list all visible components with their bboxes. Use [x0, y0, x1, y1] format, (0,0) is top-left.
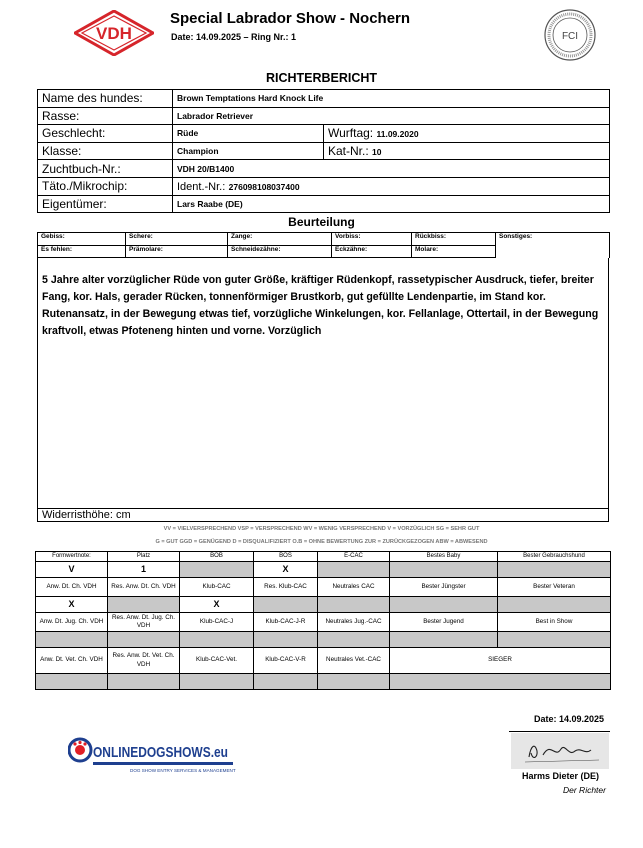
chip-row — [38, 177, 610, 195]
owner-label: Eigentümer: — [38, 195, 173, 213]
mark-row4-c4 — [254, 674, 318, 690]
mark-row4-c2 — [108, 674, 180, 690]
fault-rueckbiss: Rückbiss: — [412, 233, 496, 246]
faults-table — [37, 232, 610, 258]
results-label-row-3 — [36, 648, 611, 674]
onlinedogshows-logo — [68, 733, 248, 775]
mark-res-klub-cac — [254, 597, 318, 613]
ods-tagline: DOG SHOW ENTRY SERVICES & MANAGEMENT — [130, 768, 236, 773]
hdr-platz: Platz — [108, 552, 180, 562]
evaluation-text: 5 Jahre alter vorzüglicher Rüde von guter Größe, kräftiger Rüdenkopf, rassetypischer Ausdruck, tiefer, breiter Fang, kor. Hals, gerader Rücken, tonnenförmiger Brustkorb, gut gefüllte Lendenpartie, im Stand kor. Rutenansatz, in der Bewegung etwas tief, vorzügliche Winkelungen, kor. Fellanlage, Ottertail, in der Bewegung kraftvoll, etwas Pfoteneng hinten und vorne. Vorzüglich — [42, 274, 599, 337]
name-label: Name des hundes: — [38, 90, 173, 108]
fault-gebiss: Gebiss: — [38, 233, 126, 246]
hdr-bob: BOB — [180, 552, 254, 562]
studbook-row — [38, 160, 610, 178]
mark-ecac — [318, 562, 390, 578]
name-value: Brown Temptations Hard Knock Life — [173, 90, 610, 108]
class-row — [38, 142, 610, 160]
sex-value: Rüde — [173, 125, 324, 143]
lbl-neutrales-vet-cac: Neutrales Vet.-CAC — [318, 648, 390, 674]
chip-prefix: Ident.-Nr.: — [177, 181, 226, 194]
lbl-res-klub-cac: Res. Klub-CAC — [254, 578, 318, 597]
fault-praemolare: Prämolare: — [126, 245, 228, 258]
hdr-bestes-baby: Bestes Baby — [390, 552, 498, 562]
judge-name: Harms Dieter (DE) — [522, 771, 600, 781]
judge-signature — [511, 733, 609, 769]
lbl-bester-jugend: Bester Jugend — [390, 613, 498, 632]
lbl-neutrales-cac: Neutrales CAC — [318, 578, 390, 597]
lbl-anw-dt-vet-ch: Anw. Dt. Vet. Ch. VDH — [36, 648, 108, 674]
lbl-res-anw-dt-ch: Res. Anw. Dt. Ch. VDH — [108, 578, 180, 597]
lbl-anw-dt-ch: Anw. Dt. Ch. VDH — [36, 578, 108, 597]
fault-vorbiss: Vorbiss: — [332, 233, 412, 246]
ods-logo-text: ONLINEDOGSHOWS.eu — [93, 744, 228, 761]
show-title: Special Labrador Show - Nochern — [170, 10, 411, 27]
studbook-value: VDH 20/B1400 — [173, 160, 610, 178]
lbl-bester-veteran: Bester Veteran — [498, 578, 611, 597]
lbl-res-anw-dt-jug-ch: Res. Anw. Dt. Jug. Ch. VDH — [108, 613, 180, 632]
lbl-klub-cac-vet: Klub-CAC-Vet. — [180, 648, 254, 674]
mark-formwertnote: V — [36, 562, 108, 578]
fci-logo-text: FCI — [561, 31, 579, 42]
mark-row3-c4 — [254, 632, 318, 648]
mark-bos: X — [254, 562, 318, 578]
dob-label: Wurftag: — [328, 126, 374, 141]
vdh-logo — [74, 10, 154, 56]
breed-row — [38, 107, 610, 125]
mark-row4-sieger — [390, 674, 611, 690]
mark-row3-c7 — [498, 632, 611, 648]
studbook-label: Zuchtbuch-Nr.: — [38, 160, 173, 178]
lbl-klub-cac-j: Klub-CAC-J — [180, 613, 254, 632]
results-label-row-1 — [36, 578, 611, 597]
breed-label: Rasse: — [38, 107, 173, 125]
mark-row4-c5 — [318, 674, 390, 690]
vdh-logo-text: VDH — [96, 24, 132, 43]
fault-schere: Schere: — [126, 233, 228, 246]
lbl-bester-juengster: Bester Jüngster — [390, 578, 498, 597]
show-subtitle: Date: 14.09.2025 – Ring Nr.: 1 — [171, 32, 297, 42]
cat-label: Kat-Nr.: — [328, 144, 369, 159]
dog-info-table — [37, 89, 610, 213]
dob-cell — [324, 125, 610, 143]
legend-line-1: VV = VIELVERSPRECHEND VSP = VERSPRECHEND WV = WENIG VERSPRECHEND V = VORZÜGLICH SG = SEHR GUT — [163, 526, 480, 532]
sex-row — [38, 125, 610, 143]
cat-cell — [324, 142, 610, 160]
withers-label: Widerristhöhe: cm — [42, 509, 131, 521]
hdr-bos: BOS — [254, 552, 318, 562]
report-title: RICHTERBERICHT — [265, 71, 378, 85]
mark-klub-cac: X — [180, 597, 254, 613]
mark-row3-c6 — [390, 632, 498, 648]
breed-value: Labrador Retriever — [173, 107, 610, 125]
beurteilung-title: Beurteilung — [288, 215, 355, 229]
fci-logo — [543, 8, 597, 62]
lbl-neutrales-jug-cac: Neutrales Jug.-CAC — [318, 613, 390, 632]
results-table — [35, 551, 611, 690]
lbl-anw-dt-jug-ch: Anw. Dt. Jug. Ch. VDH — [36, 613, 108, 632]
mark-bester-juengster — [390, 597, 498, 613]
hdr-bester-gebrauchshund: Bester Gebrauchshund — [498, 552, 611, 562]
results-mark-row-4 — [36, 674, 611, 690]
fault-eckzaehne: Eckzähne: — [332, 245, 412, 258]
lbl-best-in-show: Best in Show — [498, 613, 611, 632]
chip-label: Täto./Mikrochip: — [38, 177, 173, 195]
fault-schneidezaehne: Schneidezähne: — [228, 245, 332, 258]
results-mark-row-2 — [36, 597, 611, 613]
results-label-row-2 — [36, 613, 611, 632]
class-value: Champion — [173, 142, 324, 160]
mark-row3-c2 — [108, 632, 180, 648]
mark-res-anw-dt-ch — [108, 597, 180, 613]
hdr-ecac: E-CAC — [318, 552, 390, 562]
results-mark-row-1 — [36, 562, 611, 578]
paw-icon — [75, 745, 85, 755]
signature-line — [509, 731, 610, 732]
fault-zange: Zange: — [228, 233, 332, 246]
lbl-klub-cac: Klub-CAC — [180, 578, 254, 597]
judge-role: Der Richter — [563, 785, 606, 795]
lbl-res-anw-dt-vet-ch: Res. Anw. Dt. Vet. Ch. VDH — [108, 648, 180, 674]
legend-line-2: G = GUT GGD = GENÜGEND D = DISQUALIFIZIERT O.B = OHNE BEWERTUNG ZUR = ZURÜCKGEZOGEN ABW = ABWESEND — [155, 539, 488, 545]
results-header-row — [36, 552, 611, 562]
mark-bob — [180, 562, 254, 578]
fault-sonstiges: Sonstiges: — [496, 233, 610, 258]
sex-label: Geschlecht: — [38, 125, 173, 143]
mark-bestes-baby — [390, 562, 498, 578]
fault-es-fehlen: Es fehlen: — [38, 245, 126, 258]
owner-row — [38, 195, 610, 213]
results-mark-row-3 — [36, 632, 611, 648]
mark-anw-dt-ch: X — [36, 597, 108, 613]
hdr-formwertnote: Formwertnote: — [36, 552, 108, 562]
mark-row3-c1 — [36, 632, 108, 648]
mark-row4-c3 — [180, 674, 254, 690]
mark-row4-c1 — [36, 674, 108, 690]
mark-neutrales-cac — [318, 597, 390, 613]
mark-bester-gebrauchshund — [498, 562, 611, 578]
chip-value: 276098108037400 — [228, 182, 300, 193]
class-label: Klasse: — [38, 142, 173, 160]
mark-row3-c3 — [180, 632, 254, 648]
fault-molare: Molare: — [412, 245, 496, 258]
mark-bester-veteran — [498, 597, 611, 613]
lbl-klub-cac-j-r: Klub-CAC-J-R — [254, 613, 318, 632]
mark-platz: 1 — [108, 562, 180, 578]
dob-value: 11.09.2020 — [376, 129, 419, 140]
footer-date: Date: 14.09.2025 — [534, 714, 605, 724]
name-row — [38, 90, 610, 108]
cat-value: 10 — [372, 147, 382, 158]
lbl-sieger: SIEGER — [390, 648, 611, 674]
lbl-klub-cac-v-r: Klub-CAC-V-R — [254, 648, 318, 674]
owner-value: Lars Raabe (DE) — [173, 195, 610, 213]
mark-row3-c5 — [318, 632, 390, 648]
chip-cell — [173, 177, 610, 195]
